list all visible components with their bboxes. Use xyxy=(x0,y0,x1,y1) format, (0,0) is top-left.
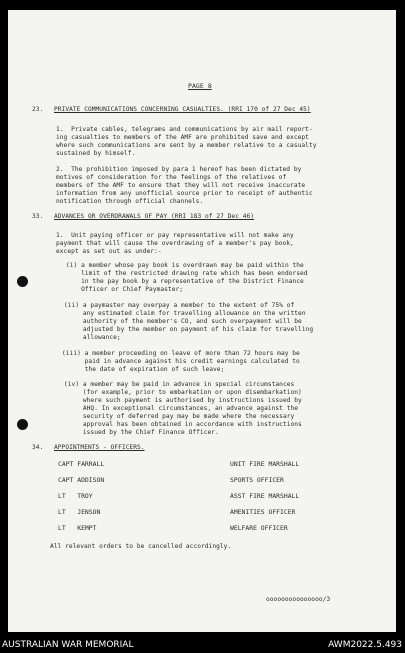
appointment-name: LT KEMPT xyxy=(58,524,97,532)
section-34-heading: APPOINTMENTS - OFFICERS. xyxy=(54,444,145,451)
appointment-role: ASST FIRE MARSHALL xyxy=(230,492,300,500)
appointment-name: LT TROY xyxy=(58,492,93,500)
appointment-name: CAPT FARRALL xyxy=(58,460,105,468)
appointment-role: AMENITIES OFFICER xyxy=(230,508,296,516)
section-23-number: 23. xyxy=(32,106,44,113)
continuation-marker: ooooooooooooooo/3 xyxy=(266,596,331,603)
section-33-number: 33. xyxy=(32,213,44,220)
appointment-name: CAPT ADDISON xyxy=(58,476,105,484)
closing-note: All relevant orders to be cancelled accordingly. xyxy=(50,543,232,550)
punch-hole-bottom xyxy=(17,419,28,430)
appointment-role: UNIT FIRE MARSHALL xyxy=(230,460,300,468)
section-23-heading: PRIVATE COMMUNICATIONS CONCERNING CASUALTIES. (RRI 170 of 27 Dec 45) xyxy=(54,106,311,113)
appointment-name: LT JENSON xyxy=(58,508,101,516)
document-page: PAGE 8 23. PRIVATE COMMUNICATIONS CONCERNING CASUALTIES. (RRI 170 of 27 Dec 45) 1. Private cables, telegrams and communications by air mail report- ing casualties to members of the AMF are prohibited save and except where such communications are sent by a member relative to a casualty sustained by himself. 2. The prohibition imposed by para 1 hereof has been dictated by motives of consideration for the feelings of the relatives of members of the AMF to ensure that they will not receive inaccurate information from any unofficial source prior to receipt of authentic notification through official channels. 33. ADVANCES OR OVERDRAWALS OF PAY (RRI 183 of 27 Dec 46) 1. Unit paying officer or pay representative will not make any payment that will cause the overdrawing of a member's pay book, except as set out as under:- (i) a member whose pay book is overdrawn may be paid within the limit of the restricted drawing rate which has been endorsed in the pay book by a representative of the District Finance Officer or Chief Paymaster; (ii) a paymaster may overpay a member to the extent of 75% of any estimated claim for travelling allowance on the written authority of the member's CO, and such overpayment will be adjusted by the member on payment of his claim for travelling allowance; (iii) a member proceeding on leave of more than 72 hours may be paid in advance against his credit earnings calculated to the date of expiration of such leave; (iv) a member may be paid in advance in special circumstances (for example, prior to embarkation or upon disembarkation) where such payment is authorised by instructions issued by AHQ. In exceptional circumstances, an advance against the security of deferred pay may be made where the necessary approval has been obtained in accordance with instructions issued by the Chief Finance Officer. 34. APPOINTMENTS - OFFICERS. CAPT FARRALL UNIT FIRE MARSHALL CAPT ADDISON SPORTS OFFICER LT TROY ASST FIRE MARSHALL LT JENSON AMENITIES OFFICER LT KEMPT WELFARE OFFICER All relevant orders to be cancelled accordingly. ooooooooooooooo/3 xyxy=(8,10,396,632)
section-33-heading: ADVANCES OR OVERDRAWALS OF PAY (RRI 183 of 27 Dec 46) xyxy=(54,213,255,220)
page-title: PAGE 8 xyxy=(188,82,212,90)
appointment-role: SPORTS OFFICER xyxy=(230,476,284,484)
footer-institution: AUSTRALIAN WAR MEMORIAL xyxy=(2,640,134,650)
appointment-role: WELFARE OFFICER xyxy=(230,524,288,532)
footer-accession-number: AWM2022.5.493 xyxy=(328,640,402,650)
punch-hole-top xyxy=(17,276,28,287)
section-34-number: 34. xyxy=(32,444,44,451)
archive-footer xyxy=(0,638,405,653)
